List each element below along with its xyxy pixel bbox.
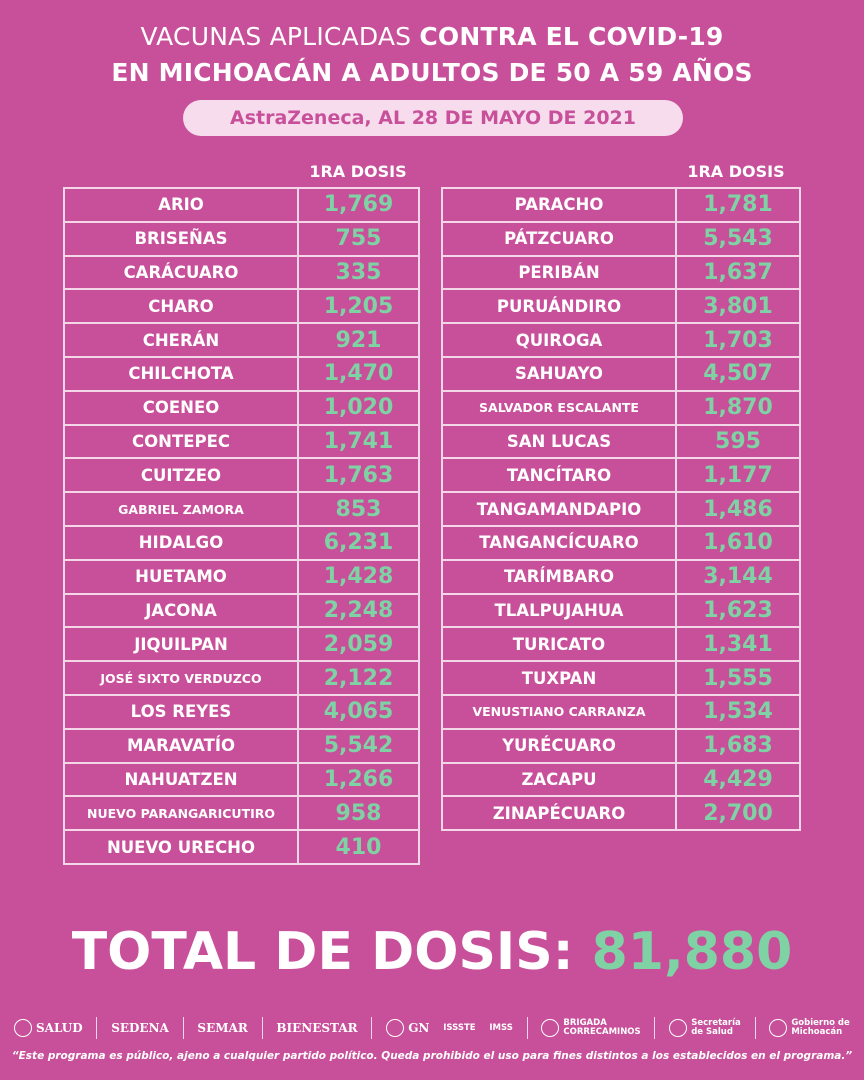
table-row xyxy=(64,256,419,290)
issste-logo: ISSSTE xyxy=(443,1022,476,1033)
table-row xyxy=(442,661,800,695)
municipality-name: ZACAPU xyxy=(442,763,676,797)
municipality-name: ARIO xyxy=(64,188,298,222)
total-label: TOTAL DE DOSIS: xyxy=(71,922,592,982)
table-row xyxy=(64,357,419,391)
dose-count: 1,781 xyxy=(676,188,800,222)
dose-count: 595 xyxy=(676,425,800,459)
municipality-name: NUEVO PARANGARICUTIRO xyxy=(64,796,298,830)
gobierno-michoacan-logo: Gobierno de Michoacán xyxy=(769,1019,849,1037)
table-row xyxy=(442,188,800,222)
dose-count: 4,507 xyxy=(676,357,800,391)
municipality-name: VENUSTIANO CARRANZA xyxy=(442,695,676,729)
table-row xyxy=(64,458,419,492)
divider xyxy=(654,1017,655,1039)
dose-count: 410 xyxy=(298,830,419,864)
table-row xyxy=(442,256,800,290)
table-row xyxy=(64,560,419,594)
dose-count: 1,534 xyxy=(676,695,800,729)
table-row xyxy=(64,695,419,729)
municipality-name: ZINAPÉCUARO xyxy=(442,796,676,830)
dose-count: 1,205 xyxy=(298,289,419,323)
dose-count: 2,700 xyxy=(676,796,800,830)
municipality-name: LOS REYES xyxy=(64,695,298,729)
column-header-left: 1RA DOSIS xyxy=(309,162,407,181)
municipality-name: CARÁCUARO xyxy=(64,256,298,290)
dose-count: 1,341 xyxy=(676,627,800,661)
table-row xyxy=(442,357,800,391)
table-row xyxy=(442,560,800,594)
logo-strip xyxy=(14,1012,850,1044)
disclaimer: “Este programa es público, ajeno a cualquier partido político. Queda prohibido el uso para fines distintos a los establecidos en el programa.” xyxy=(11,1050,853,1062)
municipality-name: TANCÍTARO xyxy=(442,458,676,492)
column-header-right: 1RA DOSIS xyxy=(687,162,785,181)
municipality-name: PURUÁNDIRO xyxy=(442,289,676,323)
dose-count: 4,065 xyxy=(298,695,419,729)
gn-logo: GN xyxy=(386,1019,429,1037)
brigada-logo: BRIGADA CORRECAMINOS xyxy=(541,1019,640,1037)
dose-count: 5,543 xyxy=(676,222,800,256)
municipality-table-right xyxy=(441,187,801,831)
table-row xyxy=(64,661,419,695)
dose-count: 1,637 xyxy=(676,256,800,290)
imss-logo: IMSS xyxy=(489,1022,513,1033)
dose-count: 335 xyxy=(298,256,419,290)
title-line-2: EN MICHOACÁN A ADULTOS DE 50 A 59 AÑOS xyxy=(111,58,753,87)
state-seal-icon xyxy=(669,1019,687,1037)
title-line-1 xyxy=(0,22,864,51)
table-row xyxy=(442,796,800,830)
municipality-name: CHARO xyxy=(64,289,298,323)
table-row xyxy=(442,695,800,729)
table-row xyxy=(64,323,419,357)
table-row xyxy=(64,492,419,526)
divider xyxy=(183,1017,184,1039)
dose-count: 1,020 xyxy=(298,391,419,425)
municipality-name: PERIBÁN xyxy=(442,256,676,290)
salud-logo: SALUD xyxy=(14,1019,83,1037)
table-row xyxy=(442,458,800,492)
dose-count: 5,542 xyxy=(298,729,419,763)
table-row xyxy=(64,830,419,864)
table-row xyxy=(64,188,419,222)
table-row xyxy=(64,289,419,323)
divider xyxy=(96,1017,97,1039)
dose-count: 3,144 xyxy=(676,560,800,594)
dose-count: 1,683 xyxy=(676,729,800,763)
total-doses xyxy=(0,922,864,982)
table-row xyxy=(64,627,419,661)
municipality-name: TURICATO xyxy=(442,627,676,661)
municipality-name: TLALPUJAHUA xyxy=(442,594,676,628)
dose-count: 1,870 xyxy=(676,391,800,425)
dose-count: 958 xyxy=(298,796,419,830)
table-row xyxy=(442,526,800,560)
dose-count: 4,429 xyxy=(676,763,800,797)
bienestar-logo: BIENESTAR xyxy=(276,1021,358,1035)
dose-count: 1,177 xyxy=(676,458,800,492)
table-row xyxy=(64,729,419,763)
municipality-name: CHERÁN xyxy=(64,323,298,357)
dose-count: 853 xyxy=(298,492,419,526)
municipality-name: YURÉCUARO xyxy=(442,729,676,763)
dose-count: 3,801 xyxy=(676,289,800,323)
municipality-name: NAHUATZEN xyxy=(64,763,298,797)
table-row xyxy=(64,594,419,628)
municipality-name: SAN LUCAS xyxy=(442,425,676,459)
table-row xyxy=(64,796,419,830)
table-row xyxy=(442,763,800,797)
table-row xyxy=(64,425,419,459)
municipality-name: TUXPAN xyxy=(442,661,676,695)
municipality-table-left xyxy=(63,187,420,865)
dose-count: 1,703 xyxy=(676,323,800,357)
municipality-name: MARAVATÍO xyxy=(64,729,298,763)
dose-count: 1,555 xyxy=(676,661,800,695)
table-row xyxy=(442,289,800,323)
total-value: 81,880 xyxy=(591,922,793,982)
municipality-name: SAHUAYO xyxy=(442,357,676,391)
table-row xyxy=(442,425,800,459)
municipality-name: PÁTZCUARO xyxy=(442,222,676,256)
municipality-name: CUITZEO xyxy=(64,458,298,492)
municipality-name: GABRIEL ZAMORA xyxy=(64,492,298,526)
dose-count: 1,486 xyxy=(676,492,800,526)
sedena-logo: SEDENA xyxy=(111,1021,169,1035)
municipality-name: JOSÉ SIXTO VERDUZCO xyxy=(64,661,298,695)
divider xyxy=(262,1017,263,1039)
dose-count: 1,623 xyxy=(676,594,800,628)
municipality-name: HUETAMO xyxy=(64,560,298,594)
municipality-name: TARÍMBARO xyxy=(442,560,676,594)
table-row xyxy=(64,763,419,797)
table-row xyxy=(442,323,800,357)
dose-count: 1,470 xyxy=(298,357,419,391)
divider xyxy=(527,1017,528,1039)
dose-count: 1,610 xyxy=(676,526,800,560)
municipality-name: SALVADOR ESCALANTE xyxy=(442,391,676,425)
municipality-name: CHILCHOTA xyxy=(64,357,298,391)
divider xyxy=(755,1017,756,1039)
dose-count: 2,122 xyxy=(298,661,419,695)
municipality-name: TANGAMANDAPIO xyxy=(442,492,676,526)
dose-count: 921 xyxy=(298,323,419,357)
table-row xyxy=(64,526,419,560)
municipality-name: NUEVO URECHO xyxy=(64,830,298,864)
secretaria-salud-logo: Secretaría de Salud xyxy=(669,1019,741,1037)
municipality-name: PARACHO xyxy=(442,188,676,222)
table-row xyxy=(442,391,800,425)
dose-count: 1,741 xyxy=(298,425,419,459)
title-line-1-bold: CONTRA EL COVID-19 xyxy=(419,22,724,51)
divider xyxy=(371,1017,372,1039)
dose-count: 755 xyxy=(298,222,419,256)
title-line-1-light: VACUNAS APLICADAS xyxy=(140,22,420,51)
municipality-name: BRISEÑAS xyxy=(64,222,298,256)
dose-count: 1,428 xyxy=(298,560,419,594)
table-row xyxy=(442,594,800,628)
table-row xyxy=(442,627,800,661)
municipality-name: HIDALGO xyxy=(64,526,298,560)
dose-count: 2,059 xyxy=(298,627,419,661)
municipality-name: JACONA xyxy=(64,594,298,628)
table-row xyxy=(442,729,800,763)
table-row xyxy=(64,391,419,425)
dose-count: 1,763 xyxy=(298,458,419,492)
roadrunner-icon xyxy=(541,1019,559,1037)
state-seal-icon xyxy=(769,1019,787,1037)
dose-count: 6,231 xyxy=(298,526,419,560)
dose-count: 2,248 xyxy=(298,594,419,628)
dose-count: 1,769 xyxy=(298,188,419,222)
gn-seal-icon xyxy=(386,1019,404,1037)
municipality-name: JIQUILPAN xyxy=(64,627,298,661)
municipality-name: QUIROGA xyxy=(442,323,676,357)
semar-logo: SEMAR xyxy=(197,1021,248,1035)
eagle-seal-icon xyxy=(14,1019,32,1037)
municipality-name: COENEO xyxy=(64,391,298,425)
municipality-name: CONTEPEC xyxy=(64,425,298,459)
subtitle-pill: AstraZeneca, AL 28 DE MAYO DE 2021 xyxy=(183,100,683,136)
dose-count: 1,266 xyxy=(298,763,419,797)
table-row xyxy=(64,222,419,256)
table-row xyxy=(442,222,800,256)
municipality-name: TANGANCÍCUARO xyxy=(442,526,676,560)
table-row xyxy=(442,492,800,526)
